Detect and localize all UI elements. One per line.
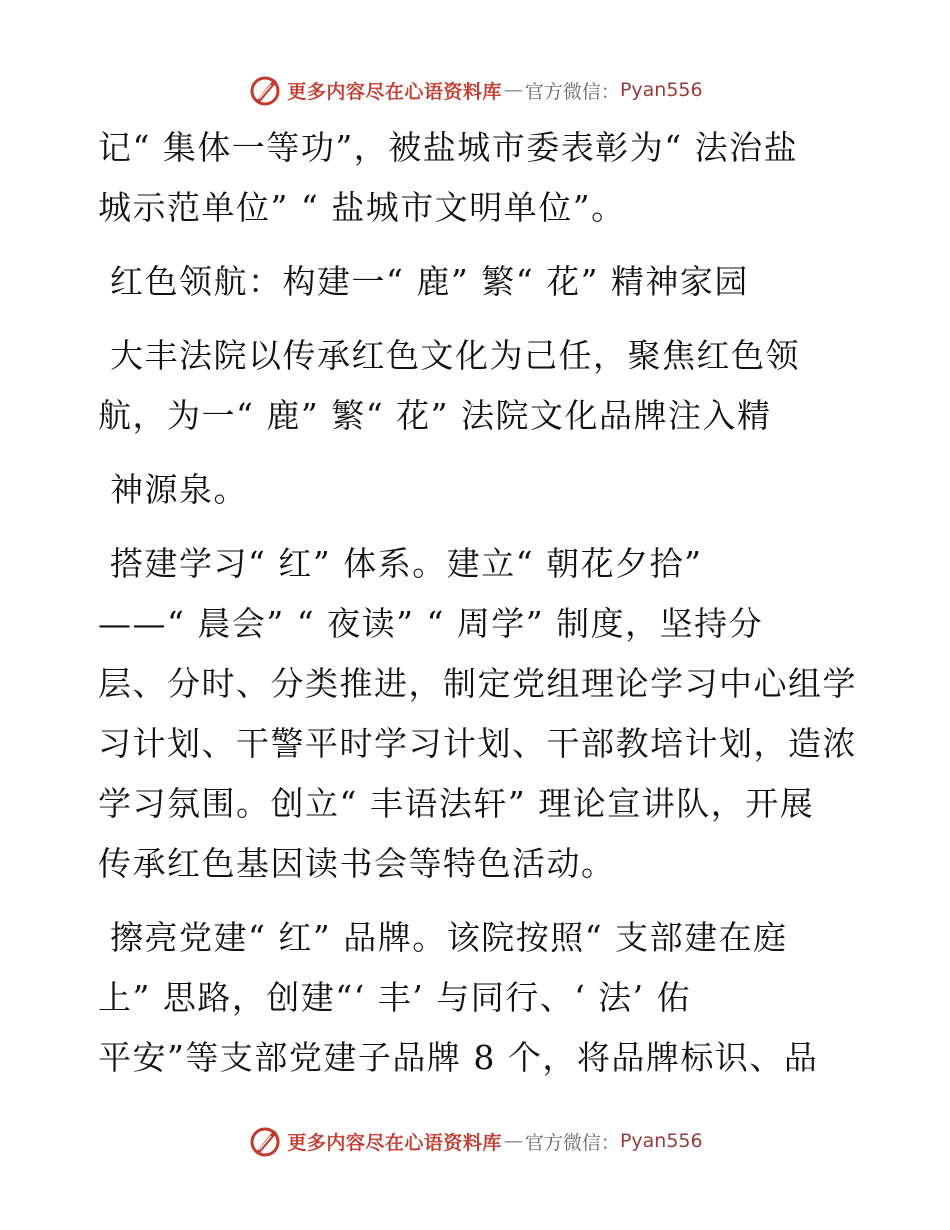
text-line: 记“ 集体一等功”，被盐城市委表彰为“ 法治盐 — [98, 128, 799, 167]
section-heading — [98, 252, 858, 312]
feather-pen-logo-icon — [247, 72, 283, 108]
text-line: 上” 思路，创建“‘ 丰’ 与同行、‘ 法’ 佑 — [98, 978, 692, 1017]
watermark-wechat-id: Pyan556 — [619, 1130, 703, 1152]
text-line: 擦亮党建“ 红” 品牌。该院按照“ 支部建在庭 — [98, 918, 788, 957]
watermark-wechat-label: 官方微信： — [524, 1131, 620, 1154]
paragraph — [98, 534, 858, 894]
footer-watermark — [0, 1123, 950, 1159]
text-line: 大丰法院以传承红色文化为己任，聚焦红色领 — [98, 336, 800, 375]
text-line: 学习氛围。创立“ 丰语法轩” 理论宣讲队，开展 — [98, 784, 815, 823]
text-line: 航，为一“ 鹿” 繁“ 花” 法院文化品牌注入精 — [98, 396, 772, 435]
text-line: 平安”等支部党建子品牌 8 个，将品牌标识、品 — [98, 1038, 819, 1077]
text-line: 红色领航：构建一“ 鹿” 繁“ 花” 精神家园 — [98, 262, 749, 301]
document-body — [98, 118, 858, 1088]
text-line: 传承红色基因读书会等特色活动。 — [98, 844, 616, 883]
paragraph — [98, 326, 858, 520]
watermark-main-text: 更多内容尽在心语资料库 — [287, 1131, 502, 1154]
watermark-wechat-id: Pyan556 — [619, 79, 703, 101]
text-line: 层、分时、分类推进，制定党组理论学习中心组学 — [98, 664, 857, 703]
text-line: 搭建学习“ 红” 体系。建立“ 朝花夕拾” — [98, 544, 703, 583]
text-line: 城示范单位” “ 盐城市文明单位”。 — [98, 188, 626, 227]
paragraph — [98, 118, 858, 238]
watermark-dash: — — [503, 79, 523, 101]
text-line: ——“ 晨会” “ 夜读” “ 周学” 制度，坚持分 — [98, 604, 764, 643]
text-line: 习计划、干警平时学习计划、干部教培计划，造浓 — [98, 724, 857, 763]
watermark-dash: — — [503, 1130, 523, 1152]
watermark-wechat-label: 官方微信： — [524, 80, 620, 103]
header-watermark — [0, 72, 950, 108]
text-line: 神源泉。 — [98, 470, 248, 509]
feather-pen-logo-icon — [247, 1123, 283, 1159]
watermark-main-text: 更多内容尽在心语资料库 — [287, 80, 502, 103]
paragraph — [98, 908, 858, 1088]
